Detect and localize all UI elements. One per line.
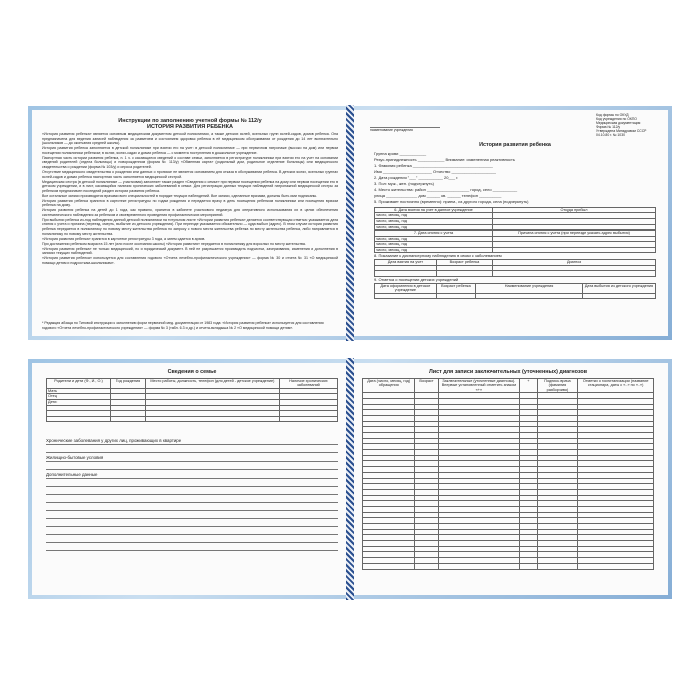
instructions-paragraphs: [42, 132, 338, 265]
form-corner-info: [596, 113, 660, 137]
note-line: [46, 543, 338, 551]
form-field: улица ______________ дом ______ кв. ______ телефон __________: [374, 193, 502, 198]
table4-title: 9. Отметка о посещении детских учреждений: [374, 276, 459, 282]
instructions-title: Инструкции по заполнению учетной формы № 112/у: [118, 118, 262, 124]
table3-title: 8. Показание к диспансерному наблюдению в связи с заболеванием: [374, 253, 502, 259]
table-institutions: Дата оформления в детское учреждение Возраст ребенка Наименование учреждения Дата выбытия из детского учреждения: [374, 283, 656, 299]
corner-line: Медицинская документация: [596, 121, 641, 125]
table-row: [363, 563, 654, 569]
spine: [346, 358, 354, 600]
instruction-paragraph: История развития ребенка заполняется в детской поликлинике при взятии его на учет: в детской поликлинике — при первичном патронаже (высоко на дом) или первом посещении поликлиники ребенком; в яслях, яслях-садах и домах ребенка — с момента поступления в дошкольное учреждение.: [42, 146, 338, 155]
form-field: 2. Дата рождения "___" ___________ 20___ г.: [374, 175, 459, 180]
instruction-paragraph: Медицинская сестра (в детской поликлинике — участковая) заполняет также раздел «Сведения о семье» при первом посещении ребенка на дому или первом посещении его в детском учреждении, и в лист, касающийся наличия хронических заболеваний в семье. Для регистрации данных текущих наблюдений патронажной медицинской сестры за ребенком предназначен последний раздел истории развития ребенка.: [42, 179, 338, 193]
table-deregistration: 7. Дата снятия с учета Причина снятия с учета (при переезде указать адрес выбытия) число, месяц, год число, месяц, год число, месяц, год: [374, 230, 656, 253]
note-line: [46, 527, 338, 535]
diagnoses-page: [352, 363, 668, 595]
form-field: Группа крови ____________: [374, 151, 427, 156]
note-line: [46, 503, 338, 511]
family-table: Родители и дети (Ф., И., О.) Год рождения Место работы, должность, телефон (для детей - детское учреждение) Наличие хронических заболеваний Мать Отец Дети:: [46, 378, 338, 422]
instruction-paragraph: Паспортная часть истории развития ребенка, п. 1 ч. с касающиеся сведений о составе семьи, заполняется в регистратуре поликлиники при взятии его на учет на основании сведений родителей (отдела больницы) и новорожденном (форма № 113/у) «Обменная карта» (родильный дом, родильное отделение больницы) или медицинского свидетельства о рождении (форма № 103/у) и опроса родителей.: [42, 155, 338, 169]
note-line: [46, 519, 338, 527]
note-line: [46, 487, 338, 495]
top-spread: [32, 110, 668, 336]
history-title: История развития ребенка: [479, 142, 551, 148]
note-lines: [46, 479, 338, 551]
instruction-paragraph: История развития ребенка на детей до 1 года, как правило, хранится в кабинете участкового педиатра для оперативного использования их в целях обеспечения систематического наблюдения за ребенком и своевременного проведения профилактических мероприятий.: [42, 208, 338, 217]
note-line: [46, 495, 338, 503]
instruction-paragraph: История развития ребенка хранится в картотеке регистратуры по годам рождения и передается врачу в день посещения ребенком поликлиники или посещения врачом ребенка на дому.: [42, 198, 338, 208]
corner-line: Форма № 112/у: [596, 125, 621, 129]
instruction-paragraph: Все остальные записи производятся врачами всех специальностей в порядке текущих наблюдений. Все записи, сделанные врачами, должны быть ими подписаны.: [42, 193, 318, 198]
corner-line: Код учреждения по ОКПО: [596, 117, 637, 121]
instruction-paragraph: «История развития ребенка» хранится в картотеке регистратуры 3 года, а затем сдается в архив.: [42, 236, 206, 241]
living-conditions-label: Жилищно-бытовые условия: [46, 453, 338, 462]
form-field: 3. Пол: муж., жен. (подчеркнуть): [374, 181, 434, 186]
corner-line: Утверждена Минздравом СССР: [596, 129, 647, 133]
spine: [346, 105, 354, 341]
corner-line: 04.10.80 г. № 1030: [596, 133, 625, 137]
form-field: Имя ______________________ Отчество ____________________: [374, 169, 496, 174]
history-fields: [374, 151, 656, 205]
instruction-paragraph: «История развития ребенка» не только медицинский, но и юридический документ. В ней не разрешается производить подчистки, зачеркивания, изменения и дополнения в записях текущих наблюдений.: [42, 246, 338, 256]
form-field: Резус-принадлежность ____________ Внимание: измененная реактивность: [374, 157, 515, 162]
form-field: 1. Фамилия ребенка ____________________________________: [374, 163, 493, 168]
institution-label: наименование учреждения: [370, 124, 440, 132]
instruction-paragraph: «История развития ребенка» используется для составления годового «Отчета лечебно-профилактического учреждения» — форма № 30 и отчета № 31 «О медицинской помощи детям и подросткам-школьникам».: [42, 256, 338, 265]
instructions-page: [32, 110, 348, 336]
chronic-diseases-label: Хронические заболевания у других лиц, проживающих в квартире: [46, 436, 338, 445]
note-line: [46, 479, 338, 487]
table-registration: 6. Дата взятия на учет в данное учреждение Откуда прибыл число, месяц, год число, месяц, год число, месяц, год: [374, 207, 656, 230]
note-line: [46, 535, 338, 543]
instructions-footnote: * Редакция абзаца по Типовой инструкции к заполнению форм первичной мед. документации от 1983 года: «История развития ребенка» используется для составления годового «Отчета лечебно-профилактического учреждения» — форма № 3 (табл. 6.3 и др.) и отчета-вкладыша № 2 «О медицинской помощи детям».: [42, 321, 324, 330]
bottom-spread: [32, 363, 668, 595]
instructions-subtitle: ИСТОРИЯ РАЗВИТИЯ РЕБЕНКА: [147, 124, 233, 130]
diagnoses-title: Лист для записи заключительных (уточненных) диагнозов: [428, 369, 588, 375]
instruction-paragraph: «История развития ребенка» является основным медицинским документом детской поликлиники, а также детских яслей, ясельных групп яслей-садов, домов ребенка. Она предназначена для ведения записей наблюдения за развитием и состоянием здоровья ребенка в её медицинском обслуживании от рождения до 14 лет включительно (школьников — до окончания средней школы).: [42, 132, 338, 146]
corner-line: Код формы по ОКУД: [596, 113, 629, 117]
instruction-paragraph: Отсутствие медицинского свидетельства о рождении или данных о прописке не является основанием для отказа в обслуживании ребенка. В детских яслях, ясельных группах яслей-садов и домах ребенка паспортная часть заполняется медицинской сестрой.: [42, 169, 338, 179]
diagnoses-table: Дата (число, месяц, год) обращения Возраст Заключительные (уточненные диагнозы). Впервые установленный отметить знаком «+» + Подпись врача (фамилия разборчиво) Отметки о госпитализации (название стационара, даты с «..» по «..»): [362, 378, 654, 570]
family-title: Сведения о семье: [167, 369, 217, 375]
form-field: 5. Проживает постоянно (временно): прием., из другого города, села (подчеркнуть): [374, 199, 529, 204]
family-info-page: [32, 363, 348, 595]
history-title-page: [352, 110, 668, 336]
table-dispensary: Дата взятия на учет Возраст ребенка Диагноз: [374, 259, 656, 277]
form-field: 4. Место жительства: район ___________________ город, село ___________: [374, 187, 518, 192]
note-line: [46, 511, 338, 519]
additional-data-label: Дополнительные данные: [46, 470, 338, 479]
instruction-paragraph: При выбытии ребенка из-под наблюдения данной детской поликлиники на титульном листе «Истории развития ребенка» делается соответствующая отметка: указывается дата снятия с учета и причина (переезд, смерть, выбытие из детского учреждения). При переезде указывается обязательно — куда выбыл (адрес). В этом случае история развития ребенка передается в поликлинику по новому месту жительства ребенка по запросу с нового места жительства ребенка по месту жительства ребенка, либо направляется в поликлинику по новому месту жительства.: [42, 217, 338, 236]
instruction-paragraph: При достижении ребенком возраста 15 лет (или после окончания школы) «История развития» передается в поликлинику для взрослых по месту жительства.: [42, 241, 306, 246]
